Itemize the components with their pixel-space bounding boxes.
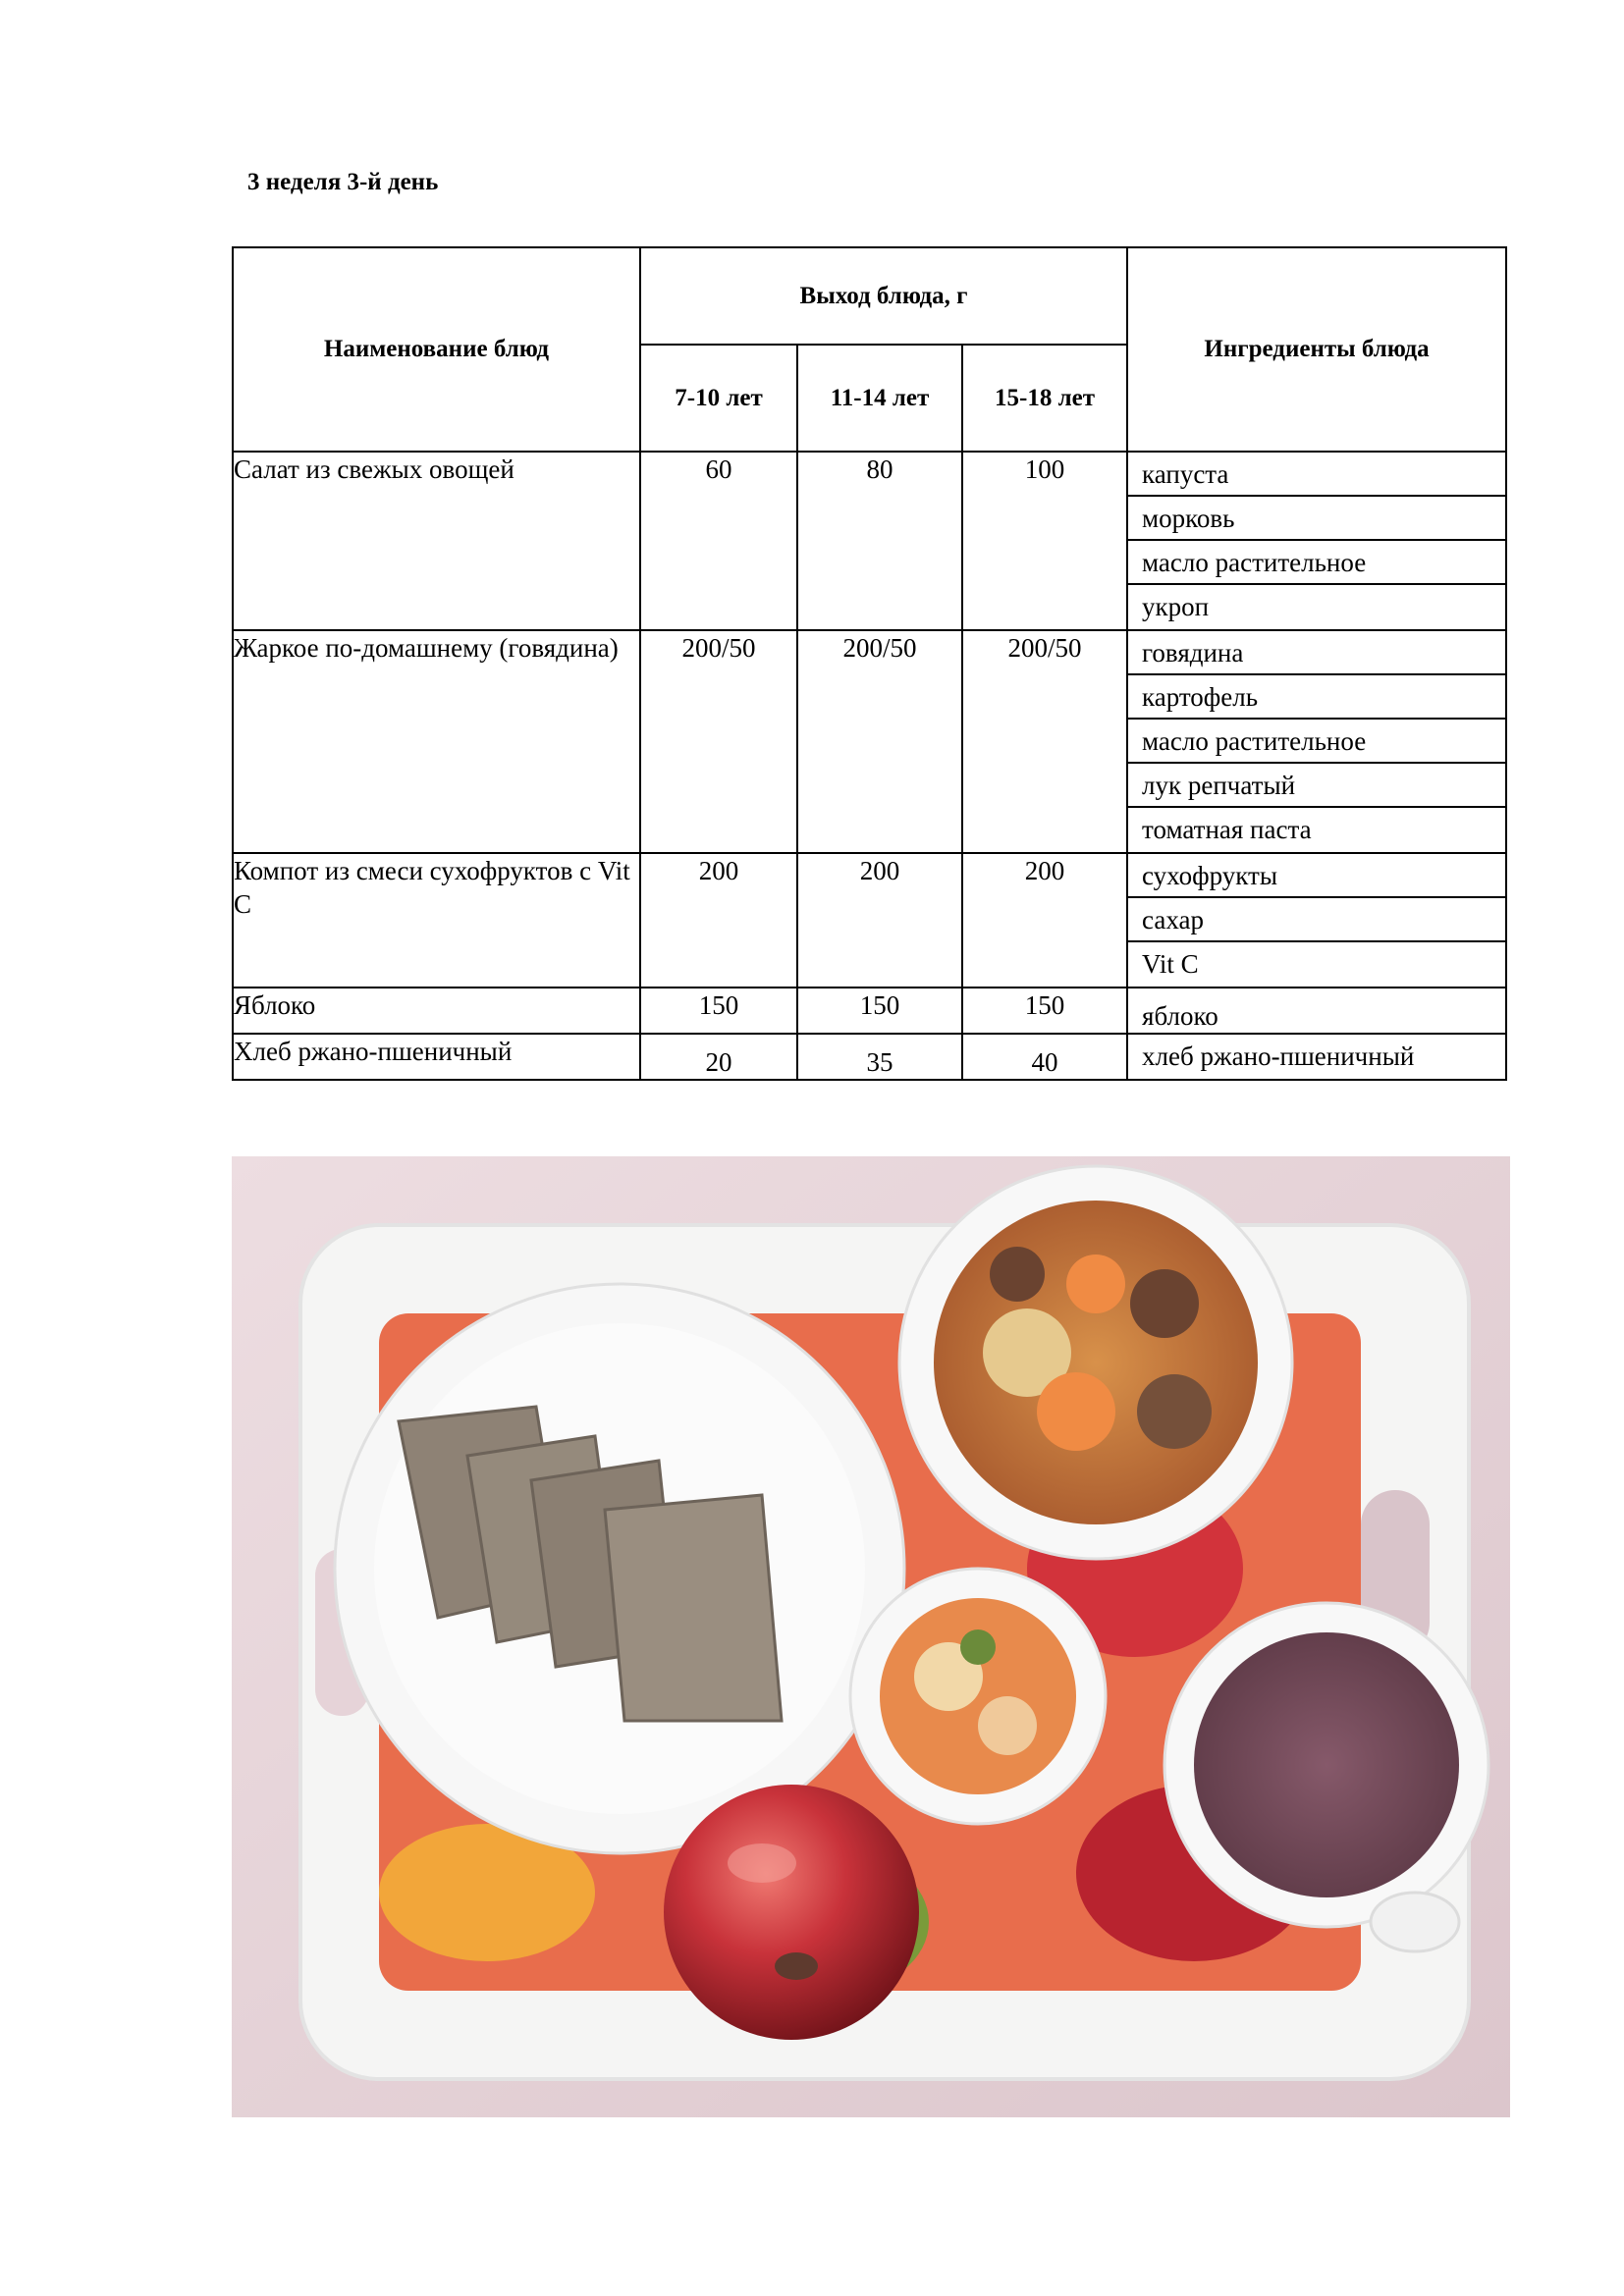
ingredient-item: говядина	[1128, 631, 1505, 675]
ingredients-cell	[1127, 452, 1506, 630]
ingredient-item: масло растительное	[1128, 720, 1505, 764]
menu-table	[232, 246, 1507, 1081]
ingredient-item: сахар	[1128, 898, 1505, 942]
table-row	[233, 1034, 1506, 1080]
yield-11-14: 200	[797, 853, 962, 988]
header-age-11-14: 11-14 лет	[797, 345, 962, 452]
ingredient-item: лук репчатый	[1128, 764, 1505, 808]
ingredient-item: Vit C	[1142, 949, 1199, 979]
ingredients-cell	[1127, 988, 1506, 1034]
yield-11-14: 35	[797, 1034, 962, 1080]
header-dish-name: Наименование блюд	[233, 247, 640, 452]
yield-15-18: 200	[962, 853, 1127, 988]
header-ingredients: Ингредиенты блюда	[1127, 247, 1506, 452]
yield-7-10: 150	[640, 988, 797, 1034]
dish-name: Яблоко	[233, 988, 640, 1034]
dish-name: Жаркое по-домашнему (говядина)	[233, 630, 640, 853]
header-yield: Выход блюда, г	[640, 247, 1127, 345]
yield-11-14: 200/50	[797, 630, 962, 853]
yield-15-18: 40	[962, 1034, 1127, 1080]
table-row	[233, 630, 1506, 853]
ingredients-cell	[1127, 853, 1506, 988]
ingredient-item: укроп	[1142, 592, 1210, 621]
yield-15-18: 200/50	[962, 630, 1127, 853]
yield-11-14: 80	[797, 452, 962, 630]
yield-7-10: 20	[640, 1034, 797, 1080]
yield-7-10: 200/50	[640, 630, 797, 853]
ingredient-item: яблоко	[1142, 1001, 1218, 1031]
ingredient-item: картофель	[1128, 675, 1505, 720]
ingredient-item: томатная паста	[1142, 815, 1312, 844]
meal-photo	[232, 1156, 1510, 2117]
header-age-7-10: 7-10 лет	[640, 345, 797, 452]
yield-15-18: 100	[962, 452, 1127, 630]
page-title: 3 неделя 3-й день	[247, 169, 439, 195]
meal-tray-illustration	[232, 1156, 1510, 2117]
table-row	[233, 988, 1506, 1034]
ingredients-cell	[1127, 630, 1506, 853]
yield-15-18: 150	[962, 988, 1127, 1034]
header-age-15-18: 15-18 лет	[962, 345, 1127, 452]
ingredients-cell	[1127, 1034, 1506, 1080]
yield-11-14: 150	[797, 988, 962, 1034]
yield-7-10: 200	[640, 853, 797, 988]
table-row	[233, 452, 1506, 630]
dish-name: Хлеб ржано-пшеничный	[233, 1034, 640, 1080]
ingredient-item: морковь	[1128, 497, 1505, 541]
ingredient-item: капуста	[1128, 453, 1505, 497]
table-row	[233, 853, 1506, 988]
dish-name: Компот из смеси сухофруктов с Vit C	[233, 853, 640, 988]
yield-7-10: 60	[640, 452, 797, 630]
dish-name: Салат из свежых овощей	[233, 452, 640, 630]
ingredient-item: сухофрукты	[1128, 854, 1505, 898]
ingredient-item: масло растительное	[1128, 541, 1505, 585]
ingredient-item: хлеб ржано-пшеничный	[1142, 1041, 1415, 1071]
